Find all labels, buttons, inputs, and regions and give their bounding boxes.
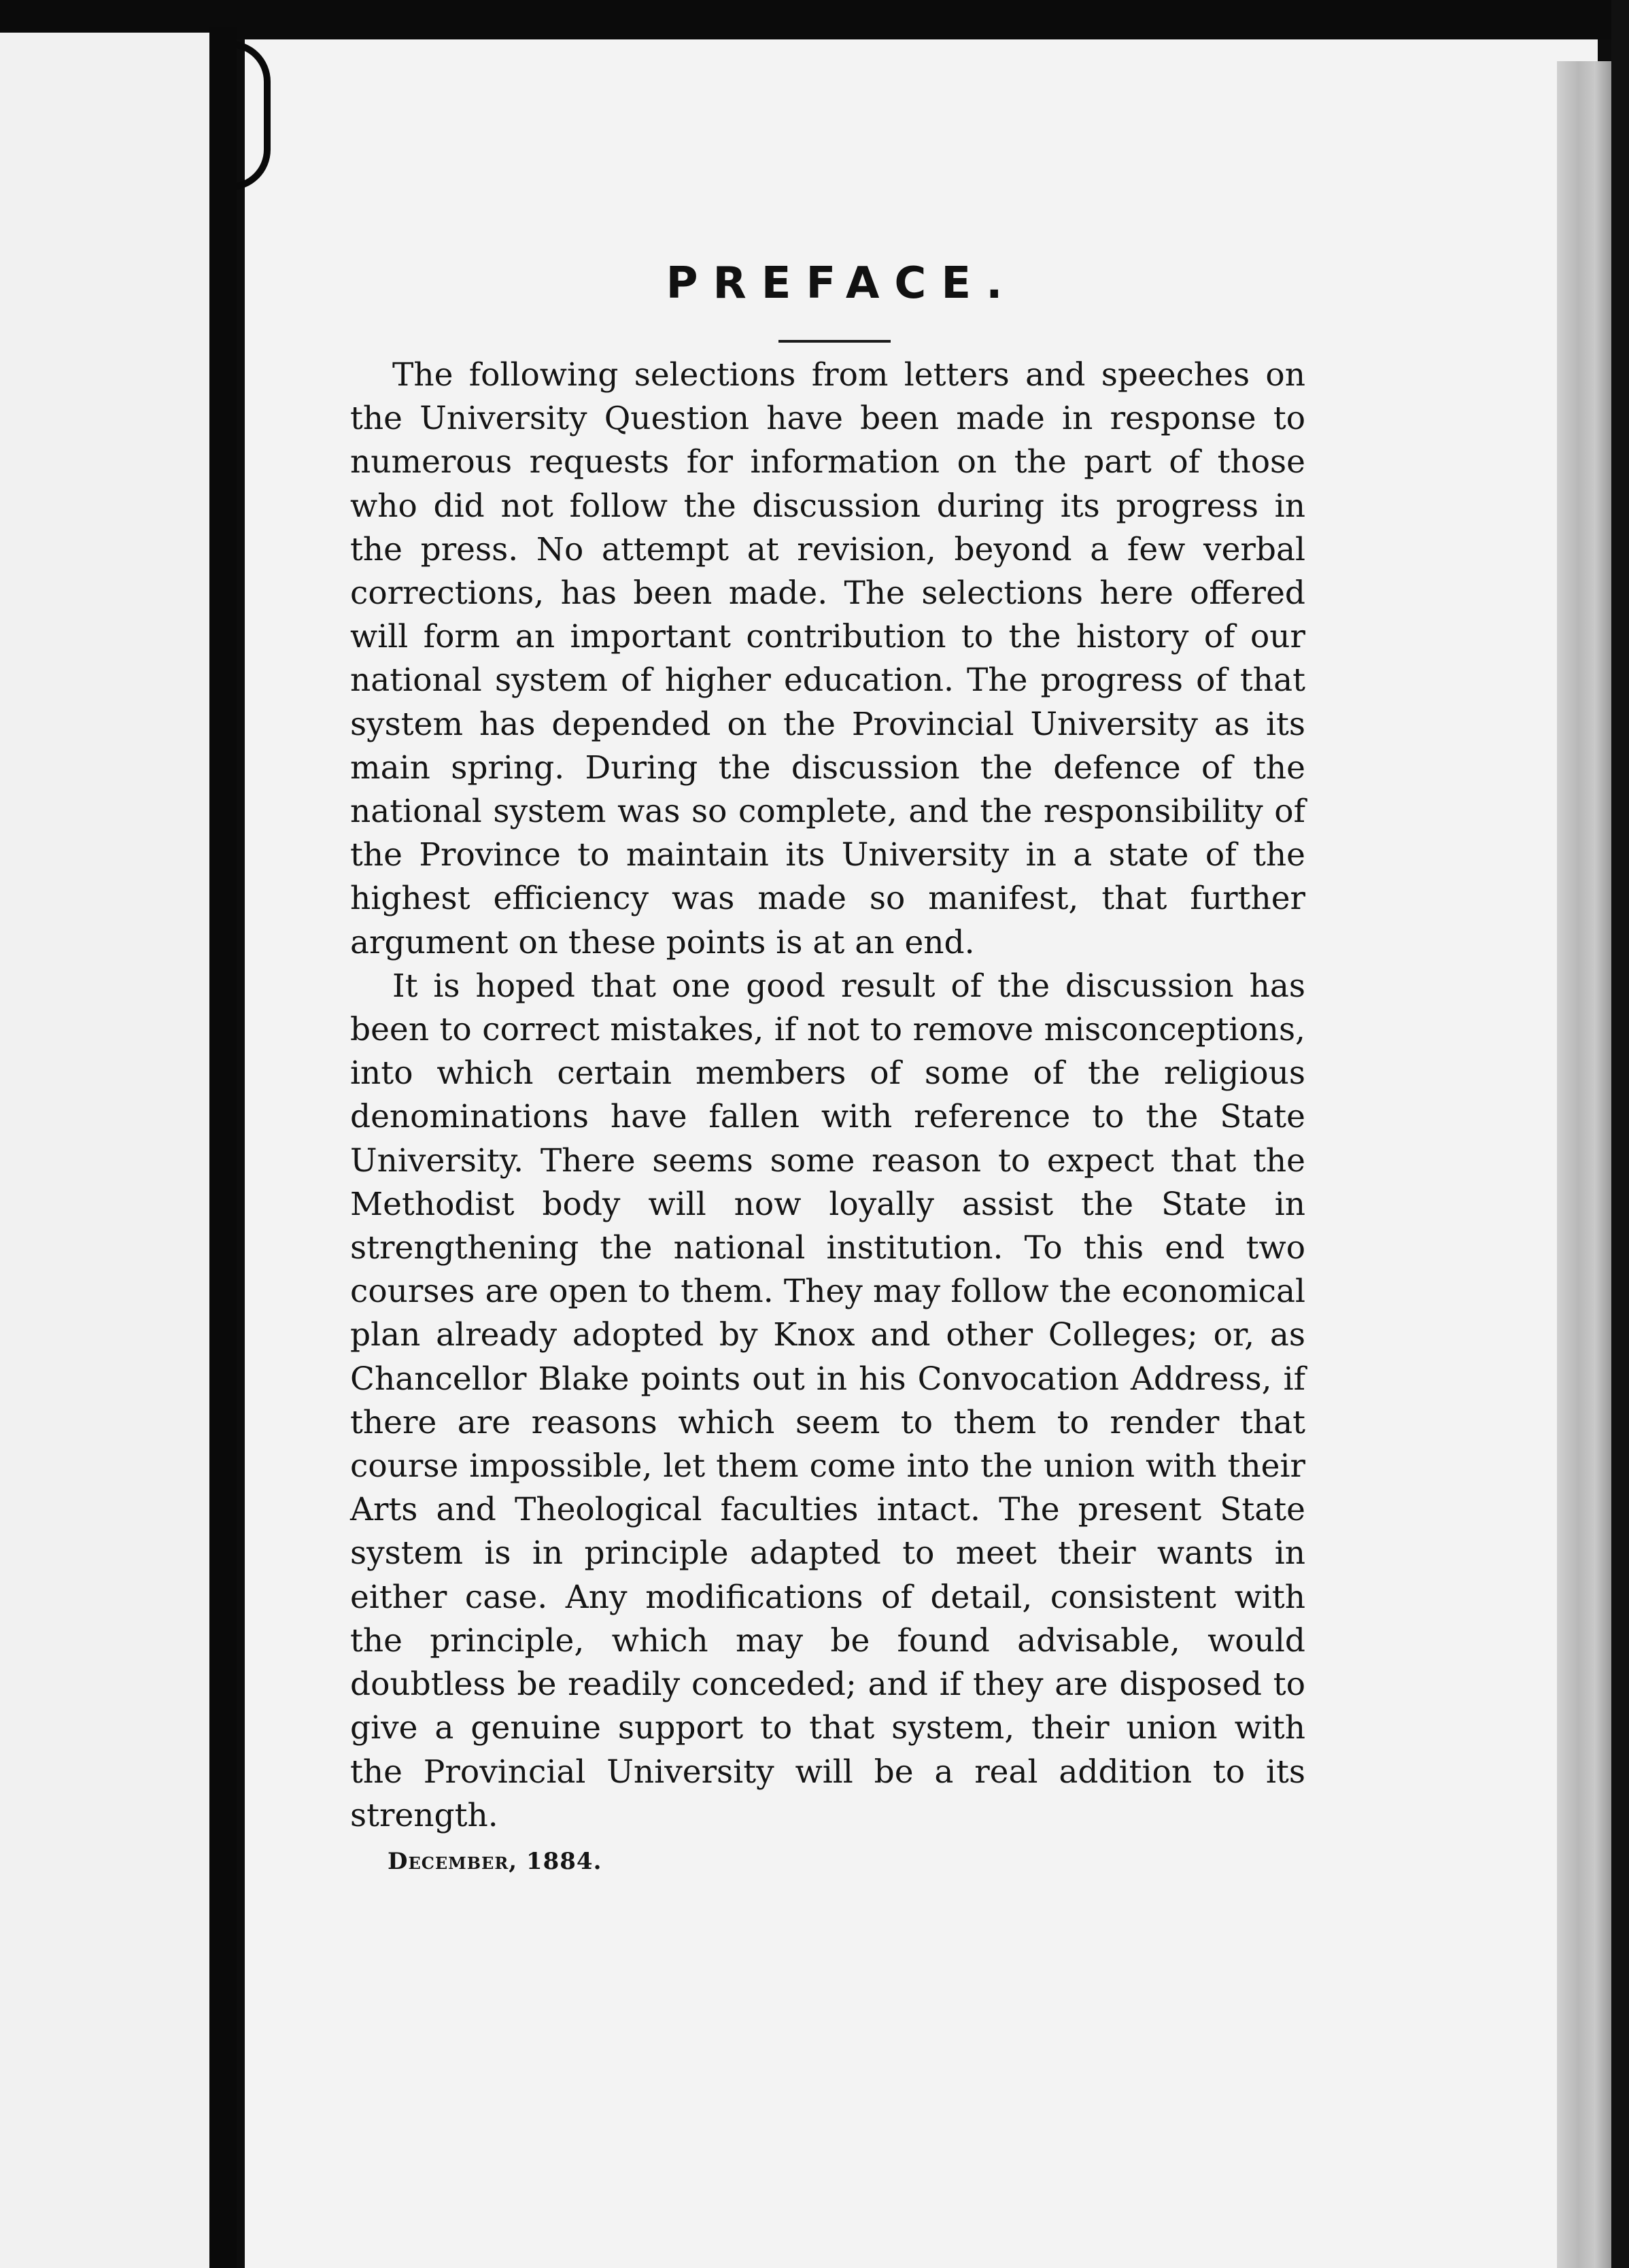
binding-cord <box>209 27 237 2268</box>
preface-body <box>350 354 1305 1838</box>
page-edge-stack <box>1557 61 1611 2268</box>
date-text: December, 1884. <box>388 1848 602 1875</box>
facing-page-fragment <box>0 33 218 2268</box>
title-rule <box>778 340 891 343</box>
date-signoff <box>388 1848 602 1875</box>
binding-cord-loop <box>223 41 271 190</box>
paragraph-1: The following selections from letters and speeches on the University Question have been made in response to numerous requests for information on the part of those who did not follow the discussion during its progress in the press. No attempt at revision, beyond a few verbal corrections, has been made. The selections here offered will form an important contribution to the history of our national system of higher education. The progress of that system has depended on the Provincial University as its main spring. During the discussion the defence of the national system was so complete, and the responsibility of the Province to maintain its University in a state of the highest efficiency was made so manifest, that further argument on these points is at an end. <box>350 356 1305 961</box>
scanner-right-border <box>1611 0 1629 2268</box>
page-title: PREFACE. <box>666 258 1018 309</box>
paragraph-2: It is hoped that one good result of the discussion has been to correct mistakes, if not to remove misconceptions, into which certain members of some of the religious denominations have fallen with reference to the State University. There seems some reason to expect that the Methodist body will now loyally assist the State in strengthening the national institution. To this end two courses are open to them. They may follow the economical plan already adopted by Knox and other Colleges; or, as Chancellor Blake points out in his Convocation Address, if there are reasons which seem to them to render that course impossible, let them come into the union with their Arts and Theological faculties intact. The present State system is in principle adapted to meet their wants in either case. Any modifications of detail, consistent with the principle, which may be found advisable, would doubtless be readily conceded; and if they are disposed to give a genuine support to that system, their union with the Provincial University will be a real addition to its strength. <box>350 967 1305 1834</box>
scanner-top-border <box>0 0 1629 39</box>
